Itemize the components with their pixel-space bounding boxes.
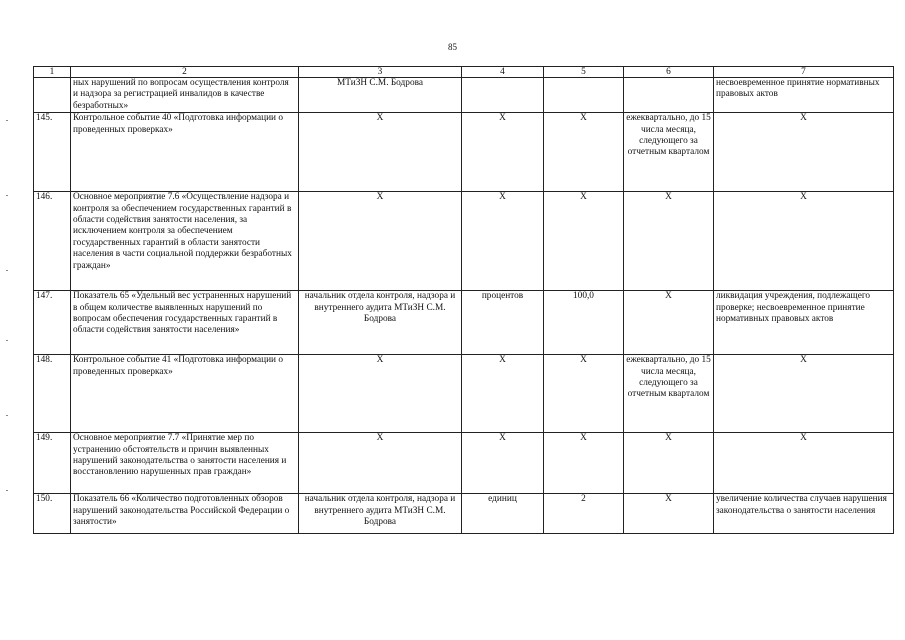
indicator-value: Х: [544, 113, 624, 192]
indicator-value: Х: [544, 192, 624, 291]
row-number: 146.: [34, 192, 71, 291]
unit-of-measure: единиц: [462, 494, 544, 534]
responsible-person: начальник отдела контроля, надзора и внутреннего аудита МТиЗН С.М. Бодрова: [299, 494, 462, 534]
table-row: [34, 192, 894, 291]
responsible-person: начальник отдела контроля, надзора и внутреннего аудита МТиЗН С.М. Бодрова: [299, 291, 462, 355]
margin-mark: [6, 270, 8, 271]
event-name: Контрольное событие 41 «Подготовка информации о проведенных проверках»: [71, 355, 299, 433]
indicator-value: Х: [544, 355, 624, 433]
deadline: Х: [624, 433, 714, 494]
consequence: увеличение количества случаев нарушения законодательства о занятости населения: [714, 494, 894, 534]
column-header: 1: [34, 67, 71, 78]
margin-mark: [6, 415, 8, 416]
row-number: 145.: [34, 113, 71, 192]
column-header: 3: [299, 67, 462, 78]
unit-of-measure: Х: [462, 355, 544, 433]
page-number: 85: [448, 42, 457, 52]
consequence: Х: [714, 113, 894, 192]
row-number: 148.: [34, 355, 71, 433]
table-row: [34, 78, 894, 113]
column-number-row: [34, 67, 894, 78]
row-number: [34, 78, 71, 113]
consequence: Х: [714, 355, 894, 433]
column-header: 4: [462, 67, 544, 78]
row-number: 150.: [34, 494, 71, 534]
deadline: [624, 78, 714, 113]
responsible-person: Х: [299, 192, 462, 291]
margin-mark: [6, 195, 8, 196]
indicator-value: [544, 78, 624, 113]
margin-mark: [6, 340, 8, 341]
plan-table: [33, 66, 894, 534]
column-header: 6: [624, 67, 714, 78]
responsible-person: Х: [299, 355, 462, 433]
unit-of-measure: Х: [462, 192, 544, 291]
deadline: Х: [624, 192, 714, 291]
consequence: несвоевременное принятие нормативных правовых актов: [714, 78, 894, 113]
event-name: Показатель 65 «Удельный вес устраненных нарушений в общем количестве выявленных нарушений по вопросам обеспечения государственных гарантий в области содействия занятости населения»: [71, 291, 299, 355]
deadline: ежеквартально, до 15 числа месяца, следующего за отчетным кварталом: [624, 355, 714, 433]
indicator-value: Х: [544, 433, 624, 494]
indicator-value: 2: [544, 494, 624, 534]
column-header: 2: [71, 67, 299, 78]
consequence: Х: [714, 192, 894, 291]
deadline: Х: [624, 494, 714, 534]
unit-of-measure: Х: [462, 113, 544, 192]
deadline: Х: [624, 291, 714, 355]
responsible-person: МТиЗН С.М. Бодрова: [299, 78, 462, 113]
event-name: Показатель 66 «Количество подготовленных обзоров нарушений законодательства Российской Федерации о занятости»: [71, 494, 299, 534]
table-row: [34, 113, 894, 192]
row-number: 149.: [34, 433, 71, 494]
deadline: ежеквартально, до 15 числа месяца, следующего за отчетным кварталом: [624, 113, 714, 192]
event-name: ных нарушений по вопросам осуществления контроля и надзора за регистрацией инвалидов в качестве безработных»: [71, 78, 299, 113]
consequence: Х: [714, 433, 894, 494]
table-row: [34, 494, 894, 534]
unit-of-measure: Х: [462, 433, 544, 494]
margin-mark: [6, 120, 8, 121]
event-name: Основное мероприятие 7.6 «Осуществление надзора и контроля за обеспечением государственных гарантий в области содействия занятости населения, за исключением контроля за обеспечением государственных гарантий в области занятости населения в части социальной поддержки безработных граждан»: [71, 192, 299, 291]
responsible-person: Х: [299, 433, 462, 494]
margin-mark: [6, 490, 8, 491]
column-header: 5: [544, 67, 624, 78]
column-header: 7: [714, 67, 894, 78]
table-row: [34, 291, 894, 355]
unit-of-measure: процентов: [462, 291, 544, 355]
table-row: [34, 433, 894, 494]
indicator-value: 100,0: [544, 291, 624, 355]
consequence: ликвидация учреждения, подлежащего проверке; несвоевременное принятие нормативных правовых актов: [714, 291, 894, 355]
event-name: Контрольное событие 40 «Подготовка информации о проведенных проверках»: [71, 113, 299, 192]
table-row: [34, 355, 894, 433]
row-number: 147.: [34, 291, 71, 355]
responsible-person: Х: [299, 113, 462, 192]
unit-of-measure: [462, 78, 544, 113]
event-name: Основное мероприятие 7.7 «Принятие мер по устранению обстоятельств и причин выявленных нарушений законодательства о занятости населения и восстановлению нарушенных прав граждан»: [71, 433, 299, 494]
